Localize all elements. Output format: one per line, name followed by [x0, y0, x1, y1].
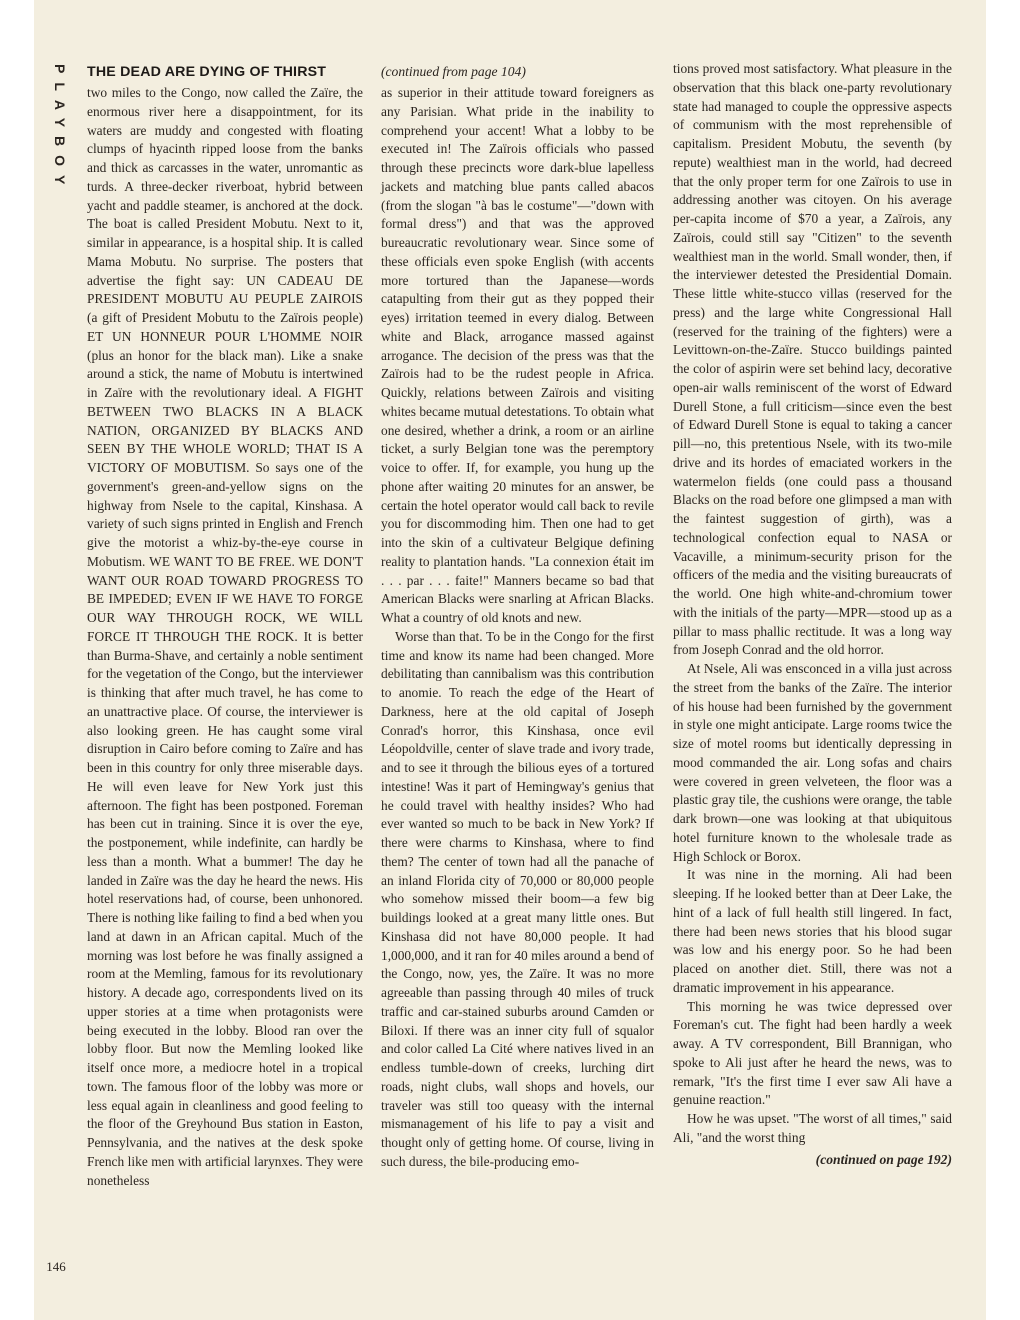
- page-number: 146: [46, 1259, 66, 1274]
- masthead-vertical: [44, 64, 74, 284]
- continued-from-note: (continued from page 104): [381, 64, 526, 79]
- column-2: [381, 60, 654, 1172]
- paragraph: tions proved most satisfactory. What pleasure in the observation that this black one-party revolutionary state had managed to couple the oppressive aspects of communism with the most reprehensible of capitalism. President Mobutu, the seventh (by repute) wealthiest man in the world, had decreed that the only proper term for one Zaïrois to use in addressing another was citoyen. On his average per-capita income of $70 a year, a Zaïrois, any Zaïrois, could still say "Citizen" to the seventh wealthiest man in the world. Small wonder, then, if the interviewer detested the Presidential Domain. These little white-stucco villas (reserved for the press) and the large white Congressional Hall (reserved for the training of the fighters) were a Levittown-on-the-Zaïre. Stucco buildings painted the color of aspirin were set behind lacy, decorative open-air walls reminiscent of the worst of Edward Durell Stone, a full criticism—since even the best of Edward Durell Stone is equal to taking a cancer pill—no, this pretentious Nsele, with its two-mile drive and its hordes of emaciated workers in the watermelon fields (one could pass a thousand Blacks on the road before one glimpsed a man with the faintest suggestion of girth), was a technological confection equal to NASA or Vacaville, a minimum-security prison for the officers of the media and the visiting bureaucrats of the world. One high white-and-chromium tower with the initials of the party—MPR—stood up as a pillar to mass phallic rectitude. It was a long way from Joseph Conrad and the old horror.: [673, 61, 952, 658]
- magazine-page: [34, 0, 986, 1320]
- column-1: [87, 60, 363, 1190]
- paragraph: It was nine in the morning. Ali had been sleeping. If he looked better than at Deer Lake, the hint of a lack of full health still lingered. In fact, there had been news stories that his blood sugar was low and his energy poor. So he had been placed on another diet. Still, there was not a dramatic improvement in his appearance.: [673, 867, 952, 995]
- continued-on-note: (continued on page 192): [815, 1151, 952, 1167]
- paragraph: two miles to the Congo, now called the Zaïre, the enormous river here a disappointment, for its waters are muddy and congested with floating clumps of hyacinth ripped loose from the banks and thick as carcasses in the water, unromantic as turds. A three-decker riverboat, hybrid between yacht and paddle steamer, is anchored at the dock. The boat is called President Mobutu. Next to it, similar in appearance, is a hospital ship. It is called Mama Mobutu. No surprise. The posters that advertise the fight say: UN CADEAU DE PRESIDENT MOBUTU AU PEUPLE ZAIROIS (a gift of President Mobutu to the Zaïrois people) ET UN HONNEUR POUR L'HOMME NOIR (plus an honor for the black man). Like a snake around a stick, the name of Mobutu is intertwined in Zaïre with the revolutionary ideal. A FIGHT BETWEEN TWO BLACKS IN A BLACK NATION, ORGANIZED BY BLACKS AND SEEN BY THE WHOLE WORLD; THAT IS A VICTORY OF MOBUTISM. So says one of the government's green-and-yellow signs on the highway from Nsele to the capital, Kinshasa. A variety of such signs printed in English and French give the motorist a whiz-by-the-eye course in Mobutism. WE WANT TO BE FREE. WE DON'T WANT OUR ROAD TOWARD PROGRESS TO BE IMPEDED; EVEN IF WE HAVE TO FORGE OUR WAY THROUGH ROCK, WE WILL FORCE IT THROUGH THE ROCK. It is better than Burma-Shave, and certainly a noble sentiment for the vegetation of the Congo, but the interviewer is thinking that after much travel, he has come to an unattractive place. Of course, the interviewer is also looking green. He has caught some viral disruption in Cairo before coming to Zaïre and has been in this country for only three miserable days. He will even leave for New York just this afternoon. The fight has been postponed. Foreman has been cut in training. Since it is over the eye, the postponement, while indefinite, can hardly be less than a month. What a bummer! The day he landed in Zaïre was the day he heard the news. His hotel reservations had, of course, been unhonored. There is nothing like failing to find a bed when you land at dawn in an African capital. Much of the morning was lost before he was finally assigned a room at the Memling, famous for its revolutionary history. A decade ago, correspondents lived on its upper stories at a time when protagonists were being executed in the lobby. Blood ran over the lobby floor. But now the Memling looked like itself once more, a mediocre hotel in a tropical town. The famous floor of the lobby was more or less equal again in cleanliness and good feeling to the floor of the Greyhound Bus station in Easton, Pennsylvania, and the natives at the desk spoke French like men with artificial larynxes. They were nonetheless: [87, 85, 363, 1188]
- paragraph: At Nsele, Ali was ensconced in a villa just across the street from the banks of the Zaïre. The interior of his house had been furnished by the government in style one might anticipate. Large rooms twice the size of motel rooms but identically depressing in mood commanded the air. Long sofas and chairs were covered in green velveteen, the floor was a plastic gray tile, the cushions were orange, the table dark brown—one was looking at that ubiquitous hotel furniture known to the wholesale trade as High Schlock or Borox.: [673, 661, 952, 864]
- paragraph: This morning he was twice depressed over Foreman's cut. The fight had been hardly a week away. A TV correspondent, Bill Brannigan, who spoke to Ali just after he heard the news, was to remark, "It's the first time I ever saw Ali have a genuine reaction.": [673, 998, 952, 1108]
- article-headline: THE DEAD ARE DYING OF THIRST: [87, 64, 327, 80]
- masthead-text: PLAYBOY: [52, 64, 68, 194]
- paragraph: Worse than that. To be in the Congo for the first time and know its name had been changed. More debilitating than cannibalism was this contribution to anomie. To reach the edge of the Heart of Darkness, here at the old capital of Joseph Conrad's horror, this Kinshasa, once evil Léopoldville, center of slave trade and ivory trade, and to see it through the bilious eyes of a tortured intestine! Was it part of Hemingway's genius that he could travel with healthy insides? Who had ever wanted so much to be back in New York? If there were charms to Kinshasa, where to find them? The center of town had all the panache of an inland Florida city of 70,000 or 80,000 people who somehow missed their boom—a few big buildings looked at a great many little ones. But Kinshasa did not have 80,000 people. It had 1,000,000, and it ran for 40 miles around a bend of the Congo, now, yes, the Zaïre. It was no more agreeable than passing through 40 miles of truck traffic and car-stained suburbs around Camden or Biloxi. If there was an inner city full of squalor and color called La Cité where natives lived in an endless tumble-down of creeks, lurching dirt roads, night clubs, wall shops and hovels, our traveler was still too queasy with the internal mismanagement of his life to pay a visit and thought only of getting home. Of course, living in such duress, the bile-producing emo-: [381, 628, 654, 1169]
- paragraph: as superior in their attitude toward foreigners as any Parisian. What pride in the inability to comprehend your accent! What a lobby to be executed in! The Zaïrois officials who passed through these precincts wore dark-blue lapelless jackets and matching blue pants called abacos (from the slogan "à bas le costume"—"down with formal dress") and that was the approved bureaucratic revolutionary wear. Since some of these officials even spoke English (with accents more tortured than the Japanese—words catapulting from their gut as they popped their eyes) irritation teemed in every dialog. Between white and Black, arrogance massed against arrogance. The decision of the press was that the Zaïrois had to be the rudest people in Africa. Quickly, relations between Zaïrois and visiting whites became mutual detestations. To obtain what one desired, whether a drink, a room or an airline ticket, a surly Belgian tone was the peremptory voice to offer. If, for example, you hung up the phone after waiting 20 minutes for an answer, be certain the hotel operator would call back to revile you for discommoding him. Then one had to get into the skin of a cultivateur Belgique defining reality to plantation hands. "La connexion était im . . . par . . . faite!" Manners became so bad that American Blacks were snarling at African Blacks. What a country of old knots and new.: [381, 85, 654, 625]
- paragraph: How he was upset. "The worst of all times," said Ali, "and the worst thing: [673, 1111, 952, 1145]
- column-3: [673, 60, 952, 1172]
